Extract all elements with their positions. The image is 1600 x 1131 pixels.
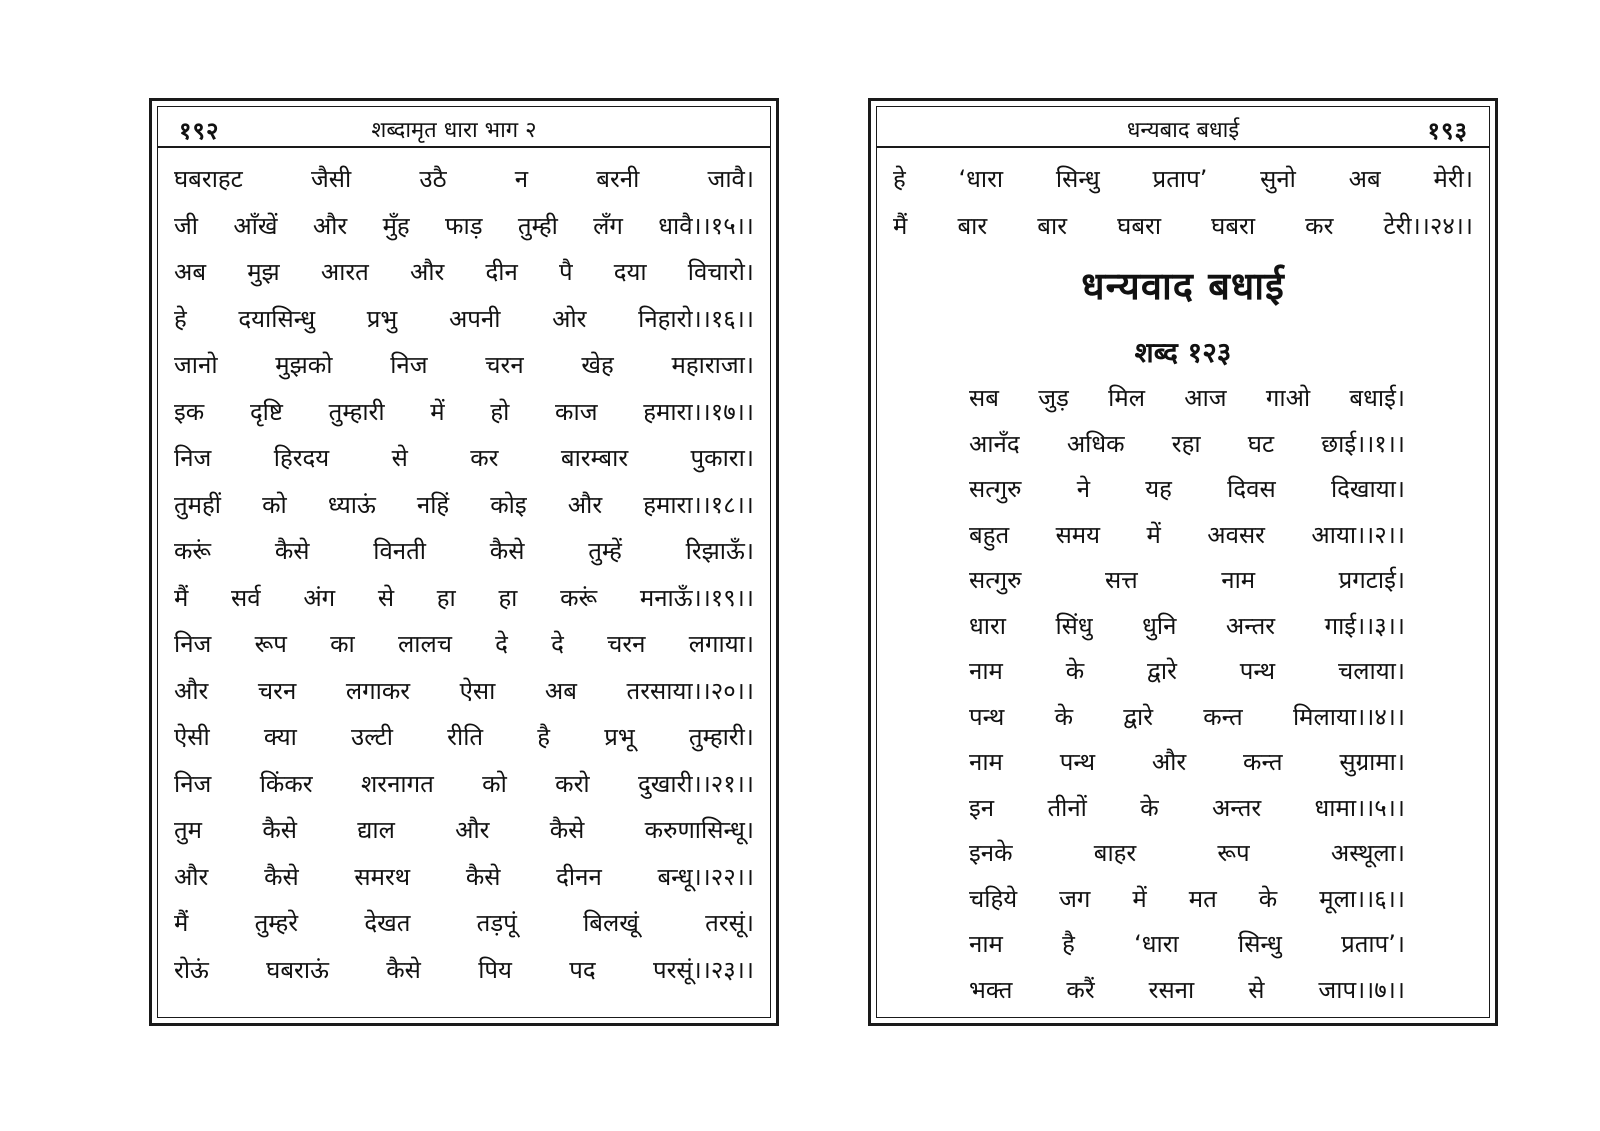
verse-word: रूप: [1217, 839, 1250, 867]
verse-line: [893, 156, 1473, 203]
verse-line: [174, 203, 754, 250]
verse-word: के: [1065, 657, 1085, 685]
verse-line: [174, 947, 754, 994]
verse-word: धारा: [969, 611, 1007, 640]
verse-word: शरनागत: [360, 769, 434, 798]
verse-word: बरनी: [596, 165, 640, 193]
verse-word: रीति: [447, 723, 484, 751]
verse-word: द्वारे: [1147, 657, 1177, 685]
left-running-head: शब्दामृत धारा भाग २: [371, 118, 537, 143]
verse-word: जग: [1059, 884, 1091, 913]
verse-word: तड़पूं: [476, 909, 517, 937]
verse-word: चरन: [485, 351, 524, 379]
verse-word: करूं: [174, 537, 212, 565]
verse-word: अन्तर: [1211, 793, 1262, 822]
verse-word: मनाऊँ।।१९।।: [639, 583, 754, 612]
verse-word: तीनों: [1047, 793, 1087, 822]
verse-word: हे: [893, 165, 906, 193]
left-verse-block: [174, 156, 754, 993]
verse-word: दिखाया।: [1330, 475, 1405, 503]
verse-word: हा: [498, 583, 518, 612]
verse-line: [174, 854, 754, 901]
verse-word: अधिक: [1066, 429, 1125, 458]
verse-word: का: [330, 630, 355, 658]
verse-line: [174, 342, 754, 389]
verse-word: प्रभू: [604, 723, 635, 751]
verse-word: के: [1258, 884, 1278, 913]
verse-word: मूला।।६।।: [1319, 884, 1405, 913]
verse-word: मैं: [174, 909, 189, 937]
verse-word: तुम्हें: [588, 537, 622, 565]
verse-word: समरथ: [354, 862, 411, 891]
verse-word: अपनी: [448, 304, 501, 333]
verse-line: [969, 513, 1405, 559]
verse-word: आज: [1184, 384, 1227, 412]
verse-line: [174, 668, 754, 715]
verse-word: लालच: [397, 630, 452, 658]
verse-line: [174, 389, 754, 436]
verse-word: सत्गुरु: [969, 566, 1022, 594]
verse-word: सिन्धु: [1055, 165, 1100, 193]
verse-word: रिझाऊँ।: [685, 537, 754, 565]
verse-word: उल्टी: [351, 723, 393, 751]
verse-word: मुँह: [382, 211, 410, 240]
verse-line: [969, 877, 1405, 923]
verse-word: और: [174, 862, 209, 891]
verse-word: प्रताप’।: [1341, 930, 1405, 958]
verse-line: [174, 528, 754, 575]
verse-word: जानो: [174, 351, 218, 379]
verse-word: मुझ: [247, 258, 280, 286]
verse-word: हो: [490, 397, 510, 426]
verse-word: और: [1151, 748, 1187, 776]
verse-word: रूप: [254, 630, 287, 658]
verse-word: निज: [390, 351, 428, 379]
verse-word: कर: [1305, 211, 1334, 240]
verse-word: किंकर: [259, 769, 313, 798]
section-title: धन्यवाद बधाई: [1081, 264, 1285, 308]
verse-word: मिलाया।।४।।: [1292, 702, 1405, 731]
verse-word: इन: [969, 793, 995, 822]
right-page-number: १९३: [1427, 117, 1468, 145]
verse-word: से: [377, 583, 395, 612]
verse-line: [174, 761, 754, 808]
verse-word: पन्थ: [1059, 748, 1096, 776]
verse-word: से: [1248, 975, 1265, 1004]
right-verse-block: [969, 376, 1405, 1013]
verse-word: नाम: [969, 657, 1003, 685]
verse-word: कन्त: [1203, 702, 1243, 731]
verse-word: कन्त: [1243, 748, 1283, 776]
verse-word: दया: [613, 258, 647, 286]
verse-word: रहा: [1171, 429, 1201, 458]
verse-word: जुड़: [1038, 384, 1069, 412]
verse-word: नाम: [969, 748, 1003, 776]
verse-word: तुम: [174, 816, 203, 844]
verse-word: कैसे: [274, 537, 310, 565]
verse-word: कैसे: [262, 816, 297, 844]
verse-word: दृष्टि: [249, 397, 283, 426]
verse-line: [969, 695, 1405, 741]
verse-word: मेरी।: [1433, 165, 1473, 193]
verse-word: चलाया।: [1338, 657, 1405, 685]
verse-word: द्वारे: [1123, 702, 1154, 731]
verse-word: जैसी: [310, 165, 352, 193]
verse-word: के: [1054, 702, 1074, 731]
verse-word: घट: [1247, 429, 1275, 458]
verse-word: दीनन: [556, 862, 602, 891]
verse-word: और: [567, 490, 603, 519]
verse-word: क्या: [263, 723, 297, 751]
verse-line: [969, 968, 1405, 1014]
verse-word: नाम: [969, 930, 1003, 958]
verse-word: बिलखूं: [583, 909, 639, 937]
verse-word: विनती: [373, 537, 427, 565]
verse-line: [174, 714, 754, 761]
verse-word: मत: [1188, 884, 1217, 913]
verse-word: परसूं।।२३।।: [652, 955, 754, 984]
verse-word: काज: [555, 397, 598, 426]
verse-word: सत्गुरु: [969, 475, 1022, 503]
verse-word: निहारो।।१६।।: [638, 304, 754, 333]
verse-word: ध्याऊं: [327, 490, 376, 519]
verse-word: दीन: [485, 258, 518, 286]
verse-word: में: [430, 397, 445, 426]
verse-word: प्रताप’: [1152, 165, 1208, 193]
verse-word: दुखारी।।२१।।: [637, 769, 754, 798]
verse-word: भक्त: [969, 975, 1013, 1004]
verse-word: ऐसा: [459, 676, 496, 705]
verse-word: कैसे: [264, 862, 299, 891]
verse-word: आया।।२।।: [1311, 520, 1405, 549]
verse-word: प्रगटाई।: [1338, 566, 1405, 594]
verse-word: इक: [174, 397, 205, 426]
verse-line: [174, 807, 754, 854]
verse-word: बार: [1037, 211, 1068, 240]
verse-word: तरसाया।।२०।।: [626, 676, 754, 705]
verse-word: ऐसी: [174, 723, 210, 751]
verse-word: मिल: [1108, 384, 1145, 412]
verse-word: को: [262, 490, 287, 519]
verse-word: आनँद: [969, 429, 1020, 458]
verse-word: सिंधु: [1055, 611, 1093, 640]
verse-word: कर: [470, 444, 499, 472]
verse-word: घबराहट: [174, 165, 243, 193]
verse-word: में: [1146, 520, 1161, 549]
verse-word: को: [482, 769, 507, 798]
verse-line: [893, 203, 1473, 250]
verse-line: [174, 249, 754, 296]
verse-word: कैसे: [386, 955, 421, 984]
verse-word: धामा।।५।।: [1314, 793, 1405, 822]
verse-word: पुकारा।: [690, 444, 754, 472]
verse-word: निज: [174, 630, 212, 658]
verse-word: अब: [544, 676, 577, 705]
verse-word: घबराऊं: [266, 955, 329, 984]
left-page-header: [157, 106, 771, 148]
verse-word: और: [455, 816, 490, 844]
verse-line: [969, 467, 1405, 513]
verse-word: कैसे: [549, 816, 585, 844]
verse-word: कोइ: [490, 490, 527, 519]
verse-word: घबरा: [1211, 211, 1256, 240]
verse-line: [969, 922, 1405, 968]
verse-word: तुमहीं: [174, 490, 221, 519]
verse-word: सत्त: [1104, 566, 1138, 594]
verse-word: सुग्रामा।: [1339, 748, 1405, 776]
verse-line: [969, 422, 1405, 468]
verse-line: [969, 649, 1405, 695]
verse-word: तुम्हारी: [328, 397, 385, 426]
verse-line: [969, 740, 1405, 786]
verse-word: लँग: [593, 211, 623, 240]
verse-word: अब: [174, 258, 207, 286]
verse-word: कैसे: [489, 537, 525, 565]
verse-word: नहिं: [416, 490, 450, 519]
verse-word: धावै।।१५।।: [658, 211, 754, 240]
verse-word: घबरा: [1117, 211, 1162, 240]
verse-word: बाहर: [1093, 839, 1137, 867]
verse-word: टेरी।।२४।।: [1383, 211, 1473, 240]
verse-word: उठै: [419, 165, 447, 193]
verse-word: तुम्हरे: [254, 909, 299, 937]
verse-word: खेह: [581, 351, 614, 379]
verse-word: पन्थ: [1239, 657, 1276, 685]
verse-word: छाई।।१।।: [1321, 429, 1405, 458]
verse-word: चरन: [607, 630, 646, 658]
verse-word: समय: [1055, 520, 1101, 549]
verse-word: हिरदय: [273, 444, 330, 472]
verse-word: आरत: [320, 258, 369, 286]
verse-line: [174, 435, 754, 482]
right-top-verse-block: [893, 156, 1473, 249]
verse-word: बहुत: [969, 520, 1010, 549]
verse-word: मैं: [893, 211, 908, 240]
verse-word: अंग: [303, 583, 336, 612]
verse-word: निज: [174, 444, 212, 472]
verse-word: करुणासिन्धू।: [644, 816, 754, 844]
verse-word: पन्थ: [969, 702, 1005, 731]
verse-word: निज: [174, 769, 212, 798]
verse-word: पद: [569, 955, 596, 984]
verse-word: जी: [174, 211, 199, 240]
verse-word: इनके: [969, 839, 1013, 867]
verse-word: में: [1132, 884, 1147, 913]
verse-word: दे: [495, 630, 508, 658]
verse-word: तुम्ही: [517, 211, 558, 240]
left-page: [149, 98, 779, 1026]
verse-word: अब: [1348, 165, 1381, 193]
verse-word: सब: [969, 384, 999, 412]
verse-word: हमारा।।१७।।: [643, 397, 754, 426]
verse-line: [969, 558, 1405, 604]
shabd-heading: शब्द १२३: [1134, 336, 1232, 369]
verse-word: गाई।।३।।: [1324, 611, 1405, 640]
verse-word: हमारा।।१८।।: [643, 490, 754, 519]
verse-word: बारम्बार: [560, 444, 629, 472]
verse-word: दिवस: [1227, 475, 1276, 503]
verse-word: है: [537, 723, 551, 751]
verse-word: दयासिन्धु: [238, 304, 316, 333]
verse-word: अस्थूला।: [1330, 839, 1405, 867]
verse-word: बधाई।: [1349, 384, 1405, 412]
verse-word: से: [391, 444, 408, 472]
verse-line: [174, 156, 754, 203]
verse-word: मुझको: [275, 351, 333, 379]
verse-word: पिय: [478, 955, 512, 984]
verse-word: चहिये: [969, 884, 1018, 913]
verse-line: [174, 621, 754, 668]
verse-word: महाराजा।: [671, 351, 754, 379]
verse-word: नाम: [1221, 566, 1256, 594]
verse-line: [969, 376, 1405, 422]
verse-word: धुनि: [1142, 611, 1177, 640]
verse-word: करो: [555, 769, 590, 798]
verse-word: तरसूं।: [705, 909, 754, 937]
verse-word: करूं: [560, 583, 598, 612]
verse-word: बन्धू।।२२।।: [657, 862, 754, 891]
verse-word: अन्तर: [1225, 611, 1276, 640]
verse-word: चरन: [257, 676, 297, 705]
left-page-number: १९२: [179, 117, 220, 145]
verse-word: फाड़: [445, 211, 483, 240]
verse-word: हे: [174, 304, 187, 333]
verse-word: करैं: [1066, 975, 1095, 1004]
verse-line: [174, 482, 754, 529]
right-page-header: [876, 106, 1490, 148]
verse-word: मैं: [174, 583, 189, 612]
verse-word: कैसे: [465, 862, 501, 891]
verse-word: और: [410, 258, 445, 286]
verse-word: ‘धारा: [1134, 930, 1179, 958]
verse-line: [969, 604, 1405, 650]
verse-word: के: [1140, 793, 1159, 822]
verse-word: रसना: [1148, 975, 1195, 1004]
right-running-head: धन्यबाद बधाई: [1126, 118, 1240, 143]
verse-line: [969, 786, 1405, 832]
verse-word: न: [514, 165, 529, 193]
verse-word: लगाया।: [688, 630, 754, 658]
verse-word: अवसर: [1207, 520, 1265, 549]
verse-word: दे: [551, 630, 564, 658]
verse-word: आँखें: [233, 211, 278, 240]
verse-word: बार: [957, 211, 988, 240]
verse-word: रोऊं: [174, 955, 209, 984]
verse-line: [174, 296, 754, 343]
verse-word: है: [1062, 930, 1075, 958]
verse-word: जाप।।७।।: [1318, 975, 1405, 1004]
verse-word: ‘धारा: [958, 165, 1004, 193]
verse-line: [969, 831, 1405, 877]
verse-word: लगाकर: [345, 676, 411, 705]
verse-word: तुम्हारी।: [688, 723, 754, 751]
verse-word: और: [174, 676, 209, 705]
right-page: [868, 98, 1498, 1026]
verse-word: विचारो।: [687, 258, 754, 286]
verse-word: हा: [436, 583, 456, 612]
verse-word: सुनो: [1260, 165, 1296, 193]
verse-line: [174, 900, 754, 947]
verse-line: [174, 575, 754, 622]
verse-word: देखत: [364, 909, 411, 937]
verse-word: द्याल: [357, 816, 395, 844]
verse-word: ने: [1076, 475, 1091, 503]
verse-word: सिन्धु: [1237, 930, 1282, 958]
verse-word: ओर: [552, 304, 587, 333]
verse-word: जावै।: [707, 165, 754, 193]
verse-word: सर्व: [231, 583, 261, 612]
verse-word: गाओ: [1265, 384, 1311, 412]
verse-word: यह: [1145, 475, 1172, 503]
verse-word: पै: [558, 258, 573, 286]
verse-word: प्रभु: [366, 304, 398, 333]
verse-word: और: [312, 211, 348, 240]
